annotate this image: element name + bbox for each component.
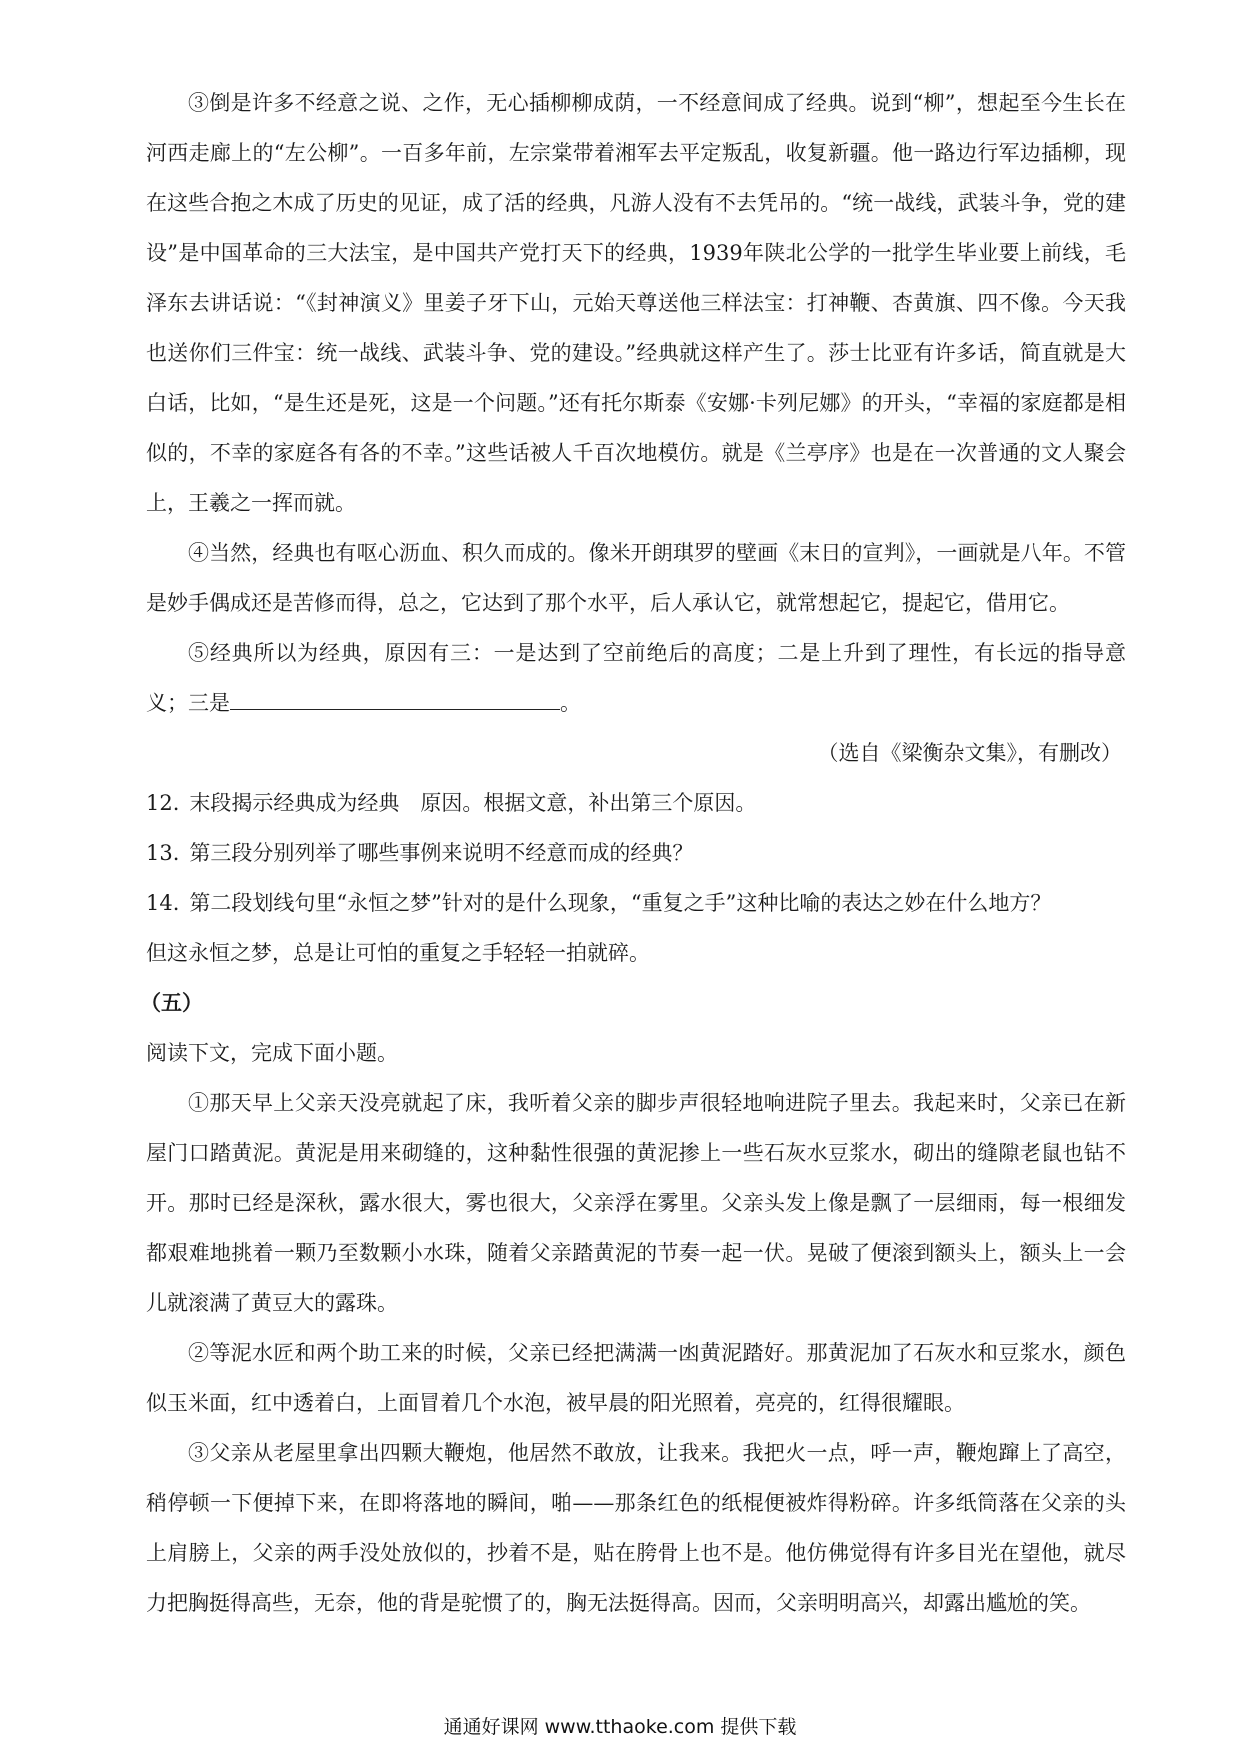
quoted-sentence: 但这永恒之梦，总是让可怕的重复之手轻轻一拍就碎。 [146,941,650,965]
question-text: 第三段分别列举了哪些事例来说明不经意而成的经典？ [189,841,694,865]
source-citation: （选自《梁衡杂文集》，有删改） [817,741,1122,765]
paragraph-5-text: ⑤经典所以为经典，原因有三：一是达到了空前绝后的高度；二是上升到了理性，有长远的指导意义；三是 [146,641,1126,715]
question-13 [146,828,1126,878]
answer-blank[interactable] [230,687,560,710]
question-number: 13. [146,841,180,865]
question-14 [146,878,1126,928]
page-footer: 通通好课网 www.tthaoke.com 提供下载 [443,1716,797,1738]
section-heading: （五） [140,990,203,1015]
story-paragraph-1: ①那天早上父亲天没亮就起了床，我听着父亲的脚步声很轻地响进院子里去。我起来时，父亲已在新屋门口踏黄泥。黄泥是用来砌缝的，这种黏性很强的黄泥掺上一些石灰水豆浆水，砌出的缝隙老鼠也钻不开。那时已经是深秋，露水很大，雾也很大，父亲浮在雾里。父亲头发上像是飘了一层细雨，每一根细发都艰难地挑着一颗乃至数颗小水珠，随着父亲踏黄泥的节奏一起一伏。晃破了便滚到额头上，额头上一会儿就滚满了黄豆大的露珠。 [146,1091,1126,1315]
passage-paragraph-5 [146,628,1126,728]
question-12 [146,778,1126,828]
passage-paragraph-3: ③倒是许多不经意之说、之作，无心插柳柳成荫，一不经意间成了经典。说到“柳”，想起至今生长在河西走廊上的“左公柳”。一百多年前，左宗棠带着湘军去平定叛乱，收复新疆。他一路边行军边插柳，现在这些合抱之木成了历史的见证，成了活的经典，凡游人没有不去凭吊的。“统一战线，武装斗争，党的建设”是中国革命的三大法宝，是中国共产党打天下的经典，1939年陕北公学的一批学生毕业要上前线，毛泽东去讲话说：“《封神演义》里姜子牙下山，元始天尊送他三样法宝：打神鞭、杏黄旗、四不像。今天我也送你们三件宝：统一战线、武装斗争、党的建设。”经典就这样产生了。莎士比亚有许多话，简直就是大白话，比如，“是生还是死，这是一个问题。”还有托尔斯泰《安娜·卡列尼娜》的开头，“幸福的家庭都是相似的，不幸的家庭各有各的不幸。”这些话被人千百次地模仿。就是《兰亭序》也是在一次普通的文人聚会上，王羲之一挥而就。 [146,91,1126,515]
story-paragraph-2: ②等泥水匠和两个助工来的时候，父亲已经把满满一凼黄泥踏好。那黄泥加了石灰水和豆浆水，颜色似玉米面，红中透着白，上面冒着几个水泡，被早晨的阳光照着，亮亮的，红得很耀眼。 [146,1341,1126,1415]
question-number: 12. [146,791,180,815]
story-paragraph-3: ③父亲从老屋里拿出四颗大鞭炮，他居然不敢放，让我来。我把火一点，呼一声，鞭炮蹿上了高空，稍停顿一下便掉下来，在即将落地的瞬间，啪——那条红色的纸棍便被炸得粉碎。许多纸筒落在父亲的头上肩膀上，父亲的两手没处放似的，抄着不是，贴在胯骨上也不是。他仿佛觉得有许多目光在望他，就尽力把胸挺得高些，无奈，他的背是驼惯了的，胸无法挺得高。因而，父亲明明高兴，却露出尴尬的笑。 [146,1441,1126,1615]
section-instruction: 阅读下文，完成下面小题。 [146,1041,398,1065]
question-text: 末段揭示经典成为经典 原因。根据文意，补出第三个原因。 [189,791,757,815]
question-text: 第二段划线句里“永恒之梦”针对的是什么现象，“重复之手”这种比喻的表达之妙在什么地方？ [189,891,1052,915]
passage-paragraph-4: ④当然，经典也有呕心沥血、积久而成的。像米开朗琪罗的壁画《末日的宣判》，一画就是八年。不管是妙手偶成还是苦修而得，总之，它达到了那个水平，后人承认它，就常想起它，提起它，借用它。 [146,541,1126,615]
question-number: 14. [146,891,180,915]
paragraph-5-end: 。 [560,691,581,715]
page-content [140,78,1126,1628]
